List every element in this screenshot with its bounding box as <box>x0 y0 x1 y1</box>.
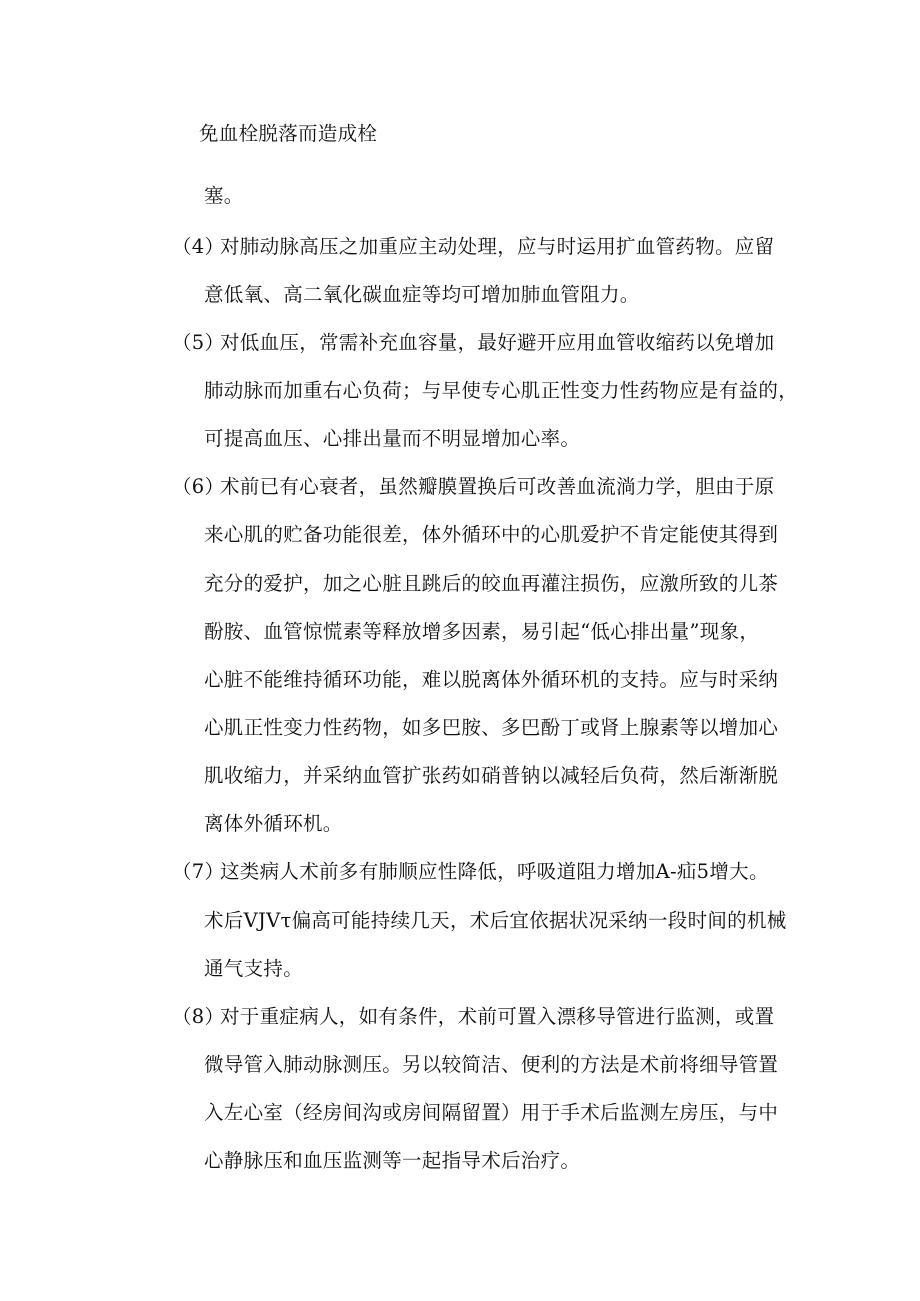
item-line: 充分的爱护，加之心脏且跳后的皎血再灌注损伤，应激所致的儿茶 <box>204 572 779 595</box>
item-text: 这类病人术前多有肺顺应性降低，呼吸道阻力增加A-疝5增大。 <box>220 860 769 883</box>
list-item-4 <box>172 234 774 260</box>
item-marker: （4） <box>172 235 225 258</box>
item-line: 意低氧、高二氧化碳血症等均可增加肺血管阻力。 <box>204 283 640 306</box>
item-line: 肺动脉而加重右心负荷；与早使专心肌正性变力性药物应是有益的， <box>204 379 799 402</box>
item-text: 术前已有心衰者，虽然瓣膜置换后可改善血流淌力学，胆由于原 <box>220 475 775 498</box>
item-line: 离体外循环机。 <box>204 812 343 835</box>
item-line: 肌收缩力，并采纳血管扩张药如硝普钠以减轻后负荷，然后渐渐脱 <box>204 764 779 787</box>
intro-line: 塞。 <box>204 184 244 207</box>
list-item-5 <box>172 330 774 356</box>
list-item-8 <box>172 1004 774 1030</box>
item-marker: （7） <box>172 860 225 883</box>
item-line: 酚胺、血管惊慌素等释放增多因素，易引起“低心排出量”现象， <box>204 620 760 643</box>
item-marker: （8） <box>172 1005 225 1028</box>
item-line: 微导管入肺动脉测压。另以较简洁、便利的方法是术前将细导管置 <box>204 1053 779 1076</box>
item-line: 可提高血压、心排出量而不明显增加心率。 <box>204 427 581 450</box>
item-marker: （6） <box>172 475 225 498</box>
item-line: 心脏不能维持循环功能，难以脱离体外循环机的支持。应与时采纳 <box>204 668 779 691</box>
item-text: 对于重症病人，如有条件，术前可置入漂移导管进行监测，或置 <box>220 1005 775 1028</box>
item-marker: （5） <box>172 331 225 354</box>
item-line: 心肌正性变力性药物，如多巴胺、多巴酚丁或肾上腺素等以增加心 <box>204 716 779 739</box>
item-line: 入左心室（经房间沟或房间隔留置）用于手术后监测左房压，与中 <box>204 1101 779 1124</box>
intro-line: 免血栓脱落而造成栓 <box>199 122 378 145</box>
item-text: 对低血压，常需补充血容量，最好避开应用血管收缩药以免增加 <box>220 331 775 354</box>
list-item-6 <box>172 474 774 500</box>
item-line: 来心肌的贮备功能很差，体外循环中的心肌爱护不肯定能使其得到 <box>204 523 779 546</box>
item-line: 术后VJVτ偏高可能持续几天，术后宜依据状况采纳一段时间的机械 <box>204 909 787 932</box>
item-line: 心静脉压和血压监测等一起指导术后治疗。 <box>204 1149 581 1172</box>
list-item-7 <box>172 859 769 885</box>
item-text: 对肺动脉高压之加重应主动处理，应与时运用扩血管药物。应留 <box>220 235 775 258</box>
item-line: 通气支持。 <box>204 957 304 980</box>
